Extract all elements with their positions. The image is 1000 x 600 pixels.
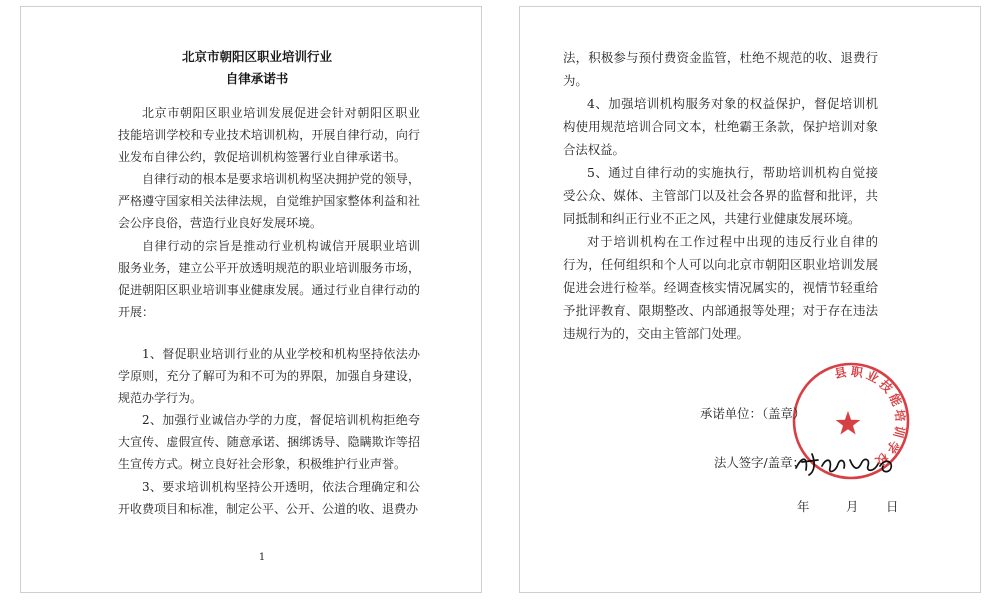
text-line: 行为，任何组织和个人可以向北京市朝阳区职业培训发展 [563, 257, 878, 272]
text-line: 严格遵守国家相关法律法规，自觉维护国家整体利益和社 [118, 194, 420, 209]
text-line: 自律行动的宗旨是推动行业机构诚信开展职业培训 [142, 238, 420, 253]
text-line: 予批评教育、限期整改、内部通报等处理；对于存在违法 [563, 303, 878, 318]
text-line: 开收费项目和标准，制定公平、公开、公道的收、退费办 [118, 501, 419, 516]
text-line: 规范办学行为。 [118, 391, 203, 406]
document-title [157, 46, 357, 90]
title-line-1: 北京市朝阳区职业培训行业 [181, 49, 332, 64]
text-line: 技能培训学校和专业技术培训机构，开展自律行动，向行 [118, 128, 420, 143]
paragraph [118, 102, 420, 168]
text-line: 业发布自律公约，敦促培训机构签署行业自律承诺书。 [118, 150, 407, 165]
text-line: 3、要求培训机构坚持公开透明，依法合理确定和公 [142, 479, 420, 494]
paragraph [563, 230, 878, 345]
seal-text: 县职业技能培训学校 [833, 364, 908, 471]
text-line: 4、加强培训机构服务对象的权益保护，督促培训机 [587, 96, 878, 111]
text-line: 同抵制和纠正行业不正之风，共建行业健康发展环境。 [563, 211, 861, 226]
left-page [20, 6, 482, 593]
seal-star-icon [836, 411, 861, 435]
text-line: 法，积极参与预付费资金监管，杜绝不规范的收、退费行 [563, 50, 878, 65]
text-line: 大宣传、虚假宣传、随意承诺、捆绑诱导、隐瞒欺诈等招 [118, 435, 420, 450]
paragraph [118, 409, 420, 475]
text-line: 服务业务，建立公平开放透明规范的职业培训服务市场， [118, 260, 420, 275]
legal-representative-signature-label: 法人签字/盖章： [714, 455, 805, 470]
text-line: 1、督促职业培训行业的从业学校和机构坚持依法办 [142, 346, 420, 361]
text-line: 北京市朝阳区职业培训发展促进会针对朝阳区职业 [142, 106, 420, 120]
text-line: 对于培训机构在工作过程中出现的违反行业自律的 [587, 234, 878, 249]
text-line: 5、通过自律行动的实施执行，帮助培训机构自觉接 [587, 165, 878, 180]
text-line: 开展： [118, 304, 155, 319]
text-line: 合法权益。 [563, 142, 625, 157]
paragraph [563, 92, 878, 161]
signing-unit-label: 承诺单位：（盖章） [700, 406, 806, 421]
text-line: 学原则，充分了解可为和不可为的界限，加强自身建设， [118, 369, 420, 384]
page-number: 1 [258, 552, 266, 563]
text-line: 违规行为的，交由主管部门处理。 [563, 326, 749, 341]
paragraph [118, 235, 420, 323]
text-line: 促进朝阳区职业培训事业健康发展。通过行业自律行动的 [118, 282, 420, 297]
paragraph [118, 343, 420, 409]
text-line: 为。 [563, 73, 588, 88]
official-seal [790, 360, 912, 482]
text-line: 构使用规范培训合同文本，杜绝霸王条款，保护培训对象 [563, 119, 878, 134]
title-line-2: 自律承诺书 [225, 71, 289, 86]
paragraph [118, 168, 420, 234]
text-line: 促进会进行检举。经调查核实情况属实的，视情节轻重给 [563, 280, 878, 295]
text-line: 会公序良俗，营造行业良好发展环境。 [118, 216, 323, 231]
paragraph [118, 476, 420, 520]
date-day-label: 日 [886, 499, 899, 514]
left-page-body [118, 102, 420, 520]
paragraph [563, 46, 878, 92]
right-page-body [563, 46, 878, 345]
paragraph [563, 161, 878, 230]
text-line: 自律行动的根本是要求培训机构坚决拥护党的领导， [142, 172, 420, 187]
text-line: 受公众、媒体、主管部门以及社会各界的监督和批评，共 [563, 188, 878, 203]
text-line: 生宣传方式。树立良好社会形象，积极维护行业声誉。 [118, 457, 407, 472]
date-year-label: 年 [797, 499, 810, 514]
date-month-label: 月 [846, 499, 859, 514]
text-line: 2、加强行业诚信办学的力度，督促培训机构拒绝夸 [142, 413, 420, 428]
right-page [519, 6, 981, 593]
